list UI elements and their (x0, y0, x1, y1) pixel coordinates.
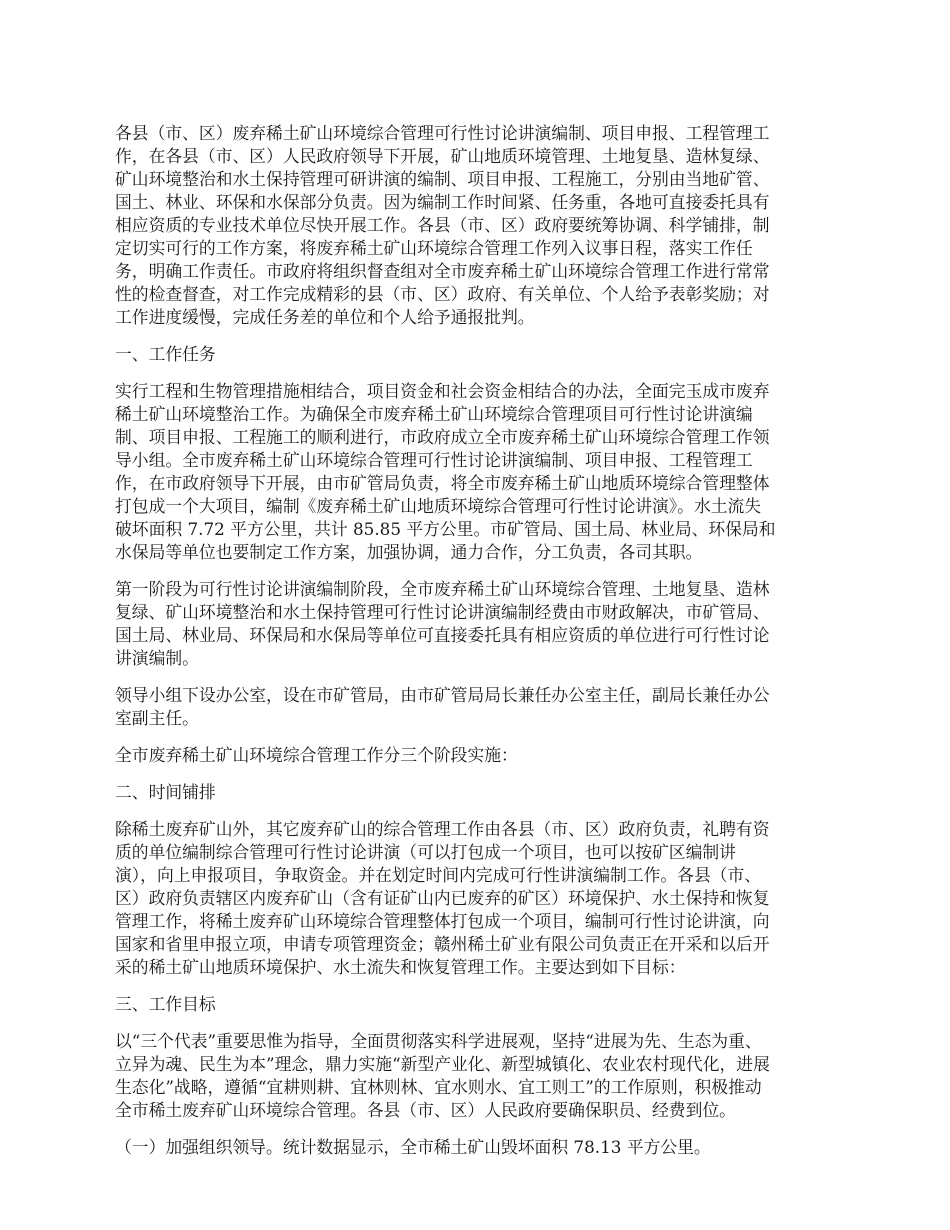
tasks-paragraph: 实行工程和生物管理措施相结合，项目资金和社会资金相结合的办法，全面完玉成市废弃 稀土矿山环境整治工作。为确保全市废弃稀土矿山环境综合管理项目可行性讨论讲演编 制、项目申报、工程施工的顺利进行，市政府成立全市废弃稀土矿山环境综合管理工作领 导小组。全市废弃稀土矿山环境综合管理可行性讨论讲演编制、项目申报、工程管理工 作，在市政府领导下开展，由市矿管局负责，将全市废弃稀土矿山地质环境综合管理整体 打包成一个大项目，编制《废弃稀土矿山地质环境综合管理可行性讨论讲演》。水土流失 破坏面积 7.72 平方公里，共计 85.85 平方公里。市矿管局、国土局、林业局、环保局和 水保局等单位也要制定工作方案，加强协调，通力合作，分工负责，各司其职。 (115, 381, 776, 562)
section-heading-goals: 三、工作目标 (115, 994, 216, 1014)
phases-paragraph: 全市废弃稀土矿山环境综合管理工作分三个阶段实施： (115, 745, 518, 765)
stage-one-paragraph: 第一阶段为可行性讨论讲演编制阶段，全市废弃稀土矿山环境综合管理、土地复垦、造林 复绿、矿山环境整治和水土保持管理可行性讨论讲演编制经费由市财政解决，市矿管局、 国土局、林业局、环保局和水保局等单位可直接委托具有相应资质的单位进行可行性讨论 讲演编制。 (115, 579, 770, 668)
intro-paragraph: 各县（市、区）废弃稀土矿山环境综合管理可行性讨论讲演编制、项目申报、工程管理工 作，在各县（市、区）人民政府领导下开展，矿山地质环境管理、土地复垦、造林复绿、 矿山环境整治和水土保持管理可研讲演的编制、项目申报、工程施工，分别由当地矿管、 国土、林业、环保和水保部分负责。因为编制工作时间紧、任务重，各地可直接委托具有 相应资质的专业技术单位尽快开展工作。各县（市、区）政府要统筹协调、科学铺排，制 定切实可行的工作方案，将废弃稀土矿山环境综合管理工作列入议事日程，落实工作任 务，明确工作责任。市政府将组织督查组对全市废弃稀土矿山环境综合管理工作进行常常 性的检查督查，对工作完成精彩的县（市、区）政府、有关单位、个人给予表彰奖励；对 工作进度缓慢，完成任务差的单位和个人给予通报批判。 (115, 123, 770, 327)
document-body (115, 122, 840, 1173)
section-heading-tasks: 一、工作任务 (115, 344, 216, 364)
schedule-paragraph: 除稀土废弃矿山外，其它废弃矿山的综合管理工作由各县（市、区）政府负责，礼聘有资 质的单位编制综合管理可行性讨论讲演（可以打包成一个项目，也可以按矿区编制讲 演），向上申报项目，争取资金。并在划定时间内完成可行性讲演编制工作。各县（市、 区）政府负责辖区内废弃矿山（含有证矿山内已废弃的矿区）环境保护、水土保持和恢复 管理工作，将稀土废弃矿山环境综合管理整体打包成一个项目，编制可行性讨论讲演，向 国家和省里申报立项，申请专项管理资金；赣州稀土矿业有限公司负责正在开采和以后开 采的稀土矿山地质环境保护、水土流失和恢复管理工作。主要达到如下目标： (115, 819, 770, 977)
section-heading-schedule: 二、时间铺排 (115, 782, 216, 802)
leadership-paragraph: （一）加强组织领导。统计数据显示，全市稀土矿山毁坏面积 78.13 平方公里。 (115, 1137, 711, 1157)
office-paragraph: 领导小组下设办公室，设在市矿管局，由市矿管局局长兼任办公室主任，副局长兼任办公 室副主任。 (115, 685, 770, 728)
goals-paragraph: 以“三个代表”重要思惟为指导，全面贯彻落实科学进展观，坚持“进展为先、生态为重、 立异为魂、民生为本”理念，鼎力实施“新型产业化、新型城镇化、农业农村现代化，进展 生态化”战略，遵循“宜耕则耕、宜林则林、宜水则水、宜工则工”的工作原则，积极推动 全市稀土废弃矿山环境综合管理。各县（市、区）人民政府要确保职员、经费到位。 (115, 1031, 770, 1120)
